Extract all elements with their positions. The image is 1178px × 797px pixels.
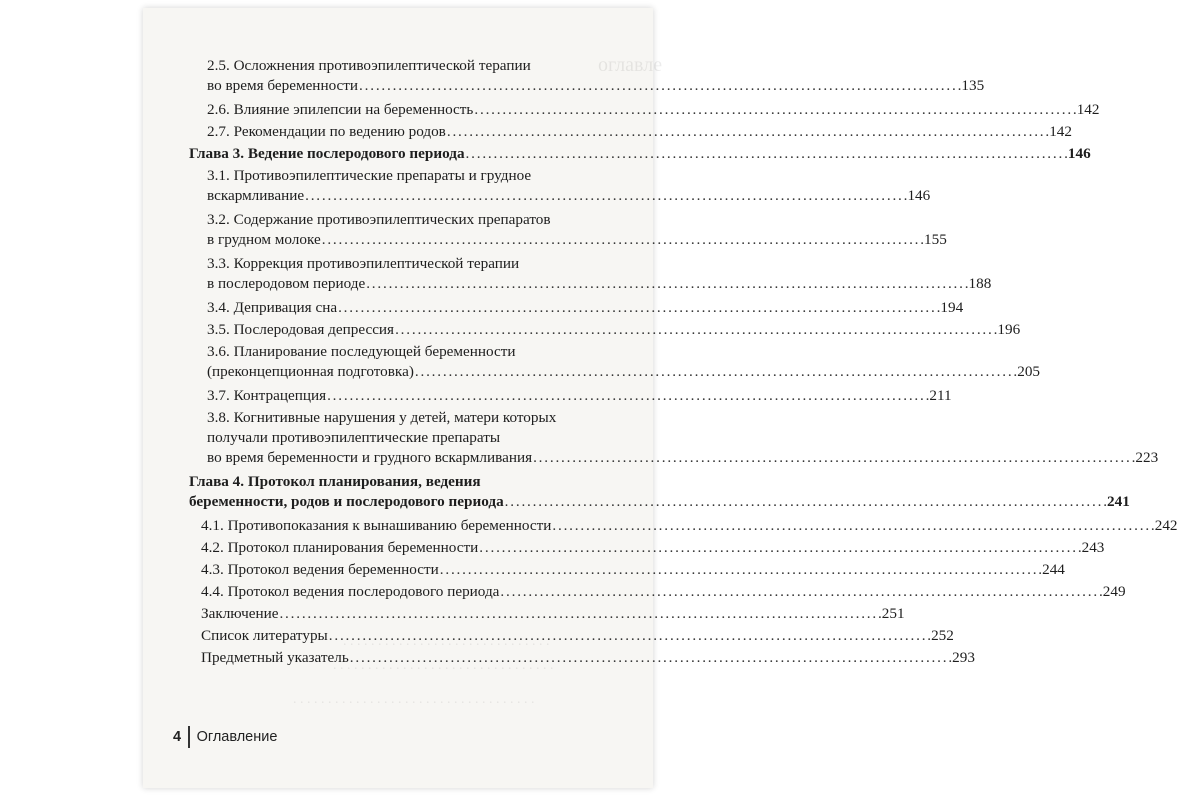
toc-entry-page: 205	[1017, 363, 1040, 380]
toc-entry-title: Список литературы	[201, 627, 328, 644]
toc-entry	[207, 76, 985, 95]
toc-entry-title: 3.1. Противоэпилептические препараты и грудное	[207, 167, 532, 184]
toc-entry	[207, 122, 1072, 141]
toc-entry-page: 211	[929, 387, 952, 404]
bleed-through-text: . . . . . . . . . . . . . . . . . . . . . . . . . . . . . .	[343, 634, 550, 649]
toc-entry	[207, 100, 1100, 119]
toc-entry-continuation	[189, 472, 481, 491]
toc-entry-page: 142	[1076, 101, 1100, 118]
toc-leader-dots	[552, 516, 1153, 535]
toc-entry-title: 4.4. Протокол ведения послеродового периода	[201, 583, 500, 600]
toc-entry-title: 2.7. Рекомендации по ведению родов	[207, 123, 446, 140]
toc-entry-page: 242	[1154, 517, 1178, 534]
toc-entry-continuation	[207, 342, 516, 361]
toc-entry	[201, 516, 1178, 535]
toc-entry	[201, 560, 1065, 579]
toc-entry-page: 196	[997, 321, 1021, 338]
toc-entry-title: Предметный указатель	[201, 649, 349, 666]
page-number: 4	[173, 729, 182, 745]
toc-entry-title: получали противоэпилептические препараты	[207, 429, 501, 446]
toc-entry-page: 146	[1067, 145, 1091, 162]
toc-leader-dots	[329, 626, 930, 645]
toc-entry-page: 249	[1102, 583, 1126, 600]
toc-leader-dots	[350, 648, 951, 667]
toc-entry	[207, 274, 992, 293]
footer-divider	[188, 726, 190, 748]
toc-entry-title: 3.3. Коррекция противоэпилептической терапии	[207, 255, 520, 272]
toc-leader-dots	[338, 298, 939, 317]
toc-entry-continuation	[207, 428, 500, 447]
toc-leader-dots	[466, 144, 1067, 163]
toc-entry-title: Глава 4. Протокол планирования, ведения	[189, 473, 481, 490]
toc-entry-title: 3.6. Планирование последующей беременности	[207, 343, 516, 360]
toc-entry	[207, 448, 1159, 467]
toc-entry	[207, 362, 1040, 381]
toc-entry-continuation	[207, 210, 551, 229]
toc-entry-page: 241	[1107, 493, 1130, 510]
toc-entry	[201, 626, 954, 645]
toc-leader-dots	[505, 492, 1106, 511]
page-footer	[173, 726, 277, 748]
toc-entry-page: 293	[952, 649, 975, 666]
toc-entry-page: 142	[1049, 123, 1072, 140]
toc-entry-page: 244	[1042, 561, 1065, 578]
toc-leader-dots	[359, 76, 960, 95]
toc-leader-dots	[500, 582, 1101, 601]
toc-entry-continuation	[207, 166, 531, 185]
toc-entry	[201, 648, 975, 667]
toc-entry-title: 3.8. Когнитивные нарушения у детей, матери которых	[207, 409, 557, 426]
toc-leader-dots	[415, 362, 1016, 381]
toc-entry-continuation	[207, 56, 531, 75]
toc-leader-dots	[305, 186, 906, 205]
toc-entry-continuation	[207, 408, 556, 427]
toc-entry	[207, 386, 952, 405]
book-page	[143, 8, 1178, 788]
toc-leader-dots	[366, 274, 967, 293]
toc-entry	[201, 538, 1105, 557]
toc-leader-dots	[479, 538, 1080, 557]
bleed-through-text: . . . . . . . . . . . . . . . . . . . . . . . . . . . . . . . . . . .	[293, 692, 535, 707]
toc-entry-title: 2.5. Осложнения противоэпилептической терапии	[207, 57, 531, 74]
toc-entry-title: Глава 3. Ведение послеродового периода	[189, 145, 465, 162]
toc-entry	[207, 230, 947, 249]
toc-entry-title: 2.6. Влияние эпилепсии на беременность	[207, 101, 474, 118]
bleed-through-text: оглавле	[598, 54, 663, 76]
toc-entry	[201, 582, 1126, 601]
toc-entry	[189, 144, 1091, 163]
toc-leader-dots	[533, 448, 1134, 467]
toc-entry	[189, 492, 1130, 511]
bleed-through-text: . . . . . . . . . . . . . . . . . . . . . . . . . . . . . . . .	[333, 658, 554, 673]
toc-entry-page: 194	[940, 299, 964, 316]
toc-entry	[207, 298, 964, 317]
toc-leader-dots	[327, 386, 928, 405]
toc-leader-dots	[279, 604, 880, 623]
toc-entry	[201, 604, 905, 623]
toc-leader-dots	[395, 320, 996, 339]
toc-entry-title: 3.7. Контрацепция	[207, 387, 327, 404]
toc-entry-title: в послеродовом периоде	[207, 275, 366, 292]
toc-entry-page: 251	[881, 605, 905, 622]
toc-leader-dots	[474, 100, 1075, 119]
toc-entry-title: (преконцепционная подготовка)	[207, 363, 414, 380]
toc-leader-dots	[440, 560, 1041, 579]
toc-entry-page: 188	[968, 275, 992, 292]
toc-entry-page: 135	[961, 77, 985, 94]
toc-entry-title: 3.2. Содержание противоэпилептических препаратов	[207, 211, 551, 228]
toc-entry-title: беременности, родов и послеродового периода	[189, 493, 504, 510]
toc-entry	[207, 320, 1021, 339]
toc-entry-page: 223	[1135, 449, 1159, 466]
toc-entry-title: 4.3. Протокол ведения беременности	[201, 561, 439, 578]
toc-entry-continuation	[207, 254, 519, 273]
running-head: Оглавление	[196, 729, 278, 745]
toc-entry	[207, 186, 931, 205]
toc-entry-title: в грудном молоке	[207, 231, 321, 248]
toc-entry-page: 155	[924, 231, 947, 248]
toc-entry-title: во время беременности и грудного вскармливания	[207, 449, 533, 466]
toc-entry-title: 4.2. Протокол планирования беременности	[201, 539, 479, 556]
toc-entry-title: вскармливание	[207, 187, 305, 204]
toc-entry-title: 3.4. Депривация сна	[207, 299, 338, 316]
toc-entry-page: 252	[931, 627, 954, 644]
toc-entry-title: во время беременности	[207, 77, 359, 94]
toc-leader-dots	[447, 122, 1048, 141]
toc-entry-page: 243	[1081, 539, 1105, 556]
toc-entry-page: 146	[907, 187, 931, 204]
toc-entry-title: 3.5. Послеродовая депрессия	[207, 321, 395, 338]
toc-entry-title: Заключение	[201, 605, 279, 622]
toc-leader-dots	[322, 230, 923, 249]
toc-entry-title: 4.1. Противопоказания к вынашиванию беременности	[201, 517, 552, 534]
